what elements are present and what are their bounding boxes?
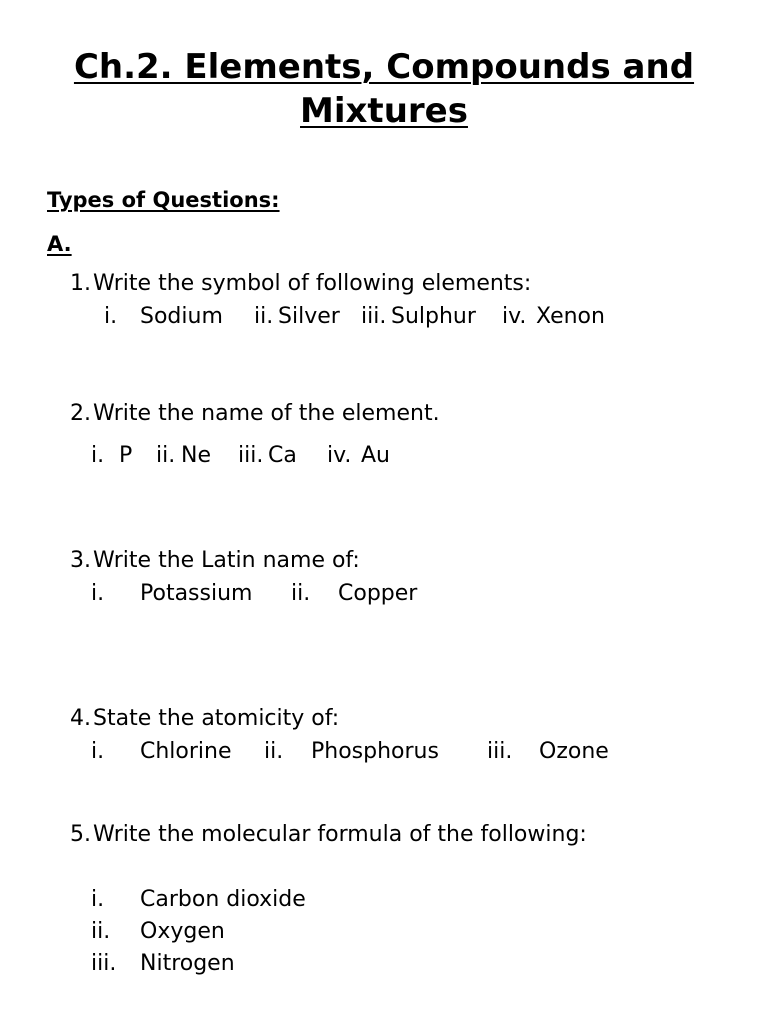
option-marker: iv. xyxy=(502,304,527,329)
option-text: Ca xyxy=(268,443,297,468)
option-text: Oxygen xyxy=(140,919,225,944)
page-title-line-1: Ch.2. Elements, Compounds and xyxy=(73,47,695,87)
option-text: P xyxy=(119,443,133,468)
page-title-line-2: Mixtures xyxy=(300,91,468,131)
option-text: Carbon dioxide xyxy=(140,887,306,912)
option-text: Sulphur xyxy=(391,304,476,329)
option-text: Silver xyxy=(278,304,340,329)
option-text: Phosphorus xyxy=(311,739,439,764)
option-marker: ii. xyxy=(291,581,311,606)
option-marker: iii. xyxy=(361,304,387,329)
option-text: Au xyxy=(361,443,390,468)
option-text: Xenon xyxy=(536,304,605,329)
option-text: Sodium xyxy=(140,304,223,329)
option-text: Ne xyxy=(181,443,211,468)
option-marker: i. xyxy=(91,887,105,912)
option-marker: i. xyxy=(91,443,105,468)
question-text: State the atomicity of: xyxy=(93,706,340,731)
option-marker: i. xyxy=(104,304,118,329)
question-number: 4. xyxy=(70,706,91,731)
option-marker: ii. xyxy=(254,304,274,329)
option-marker: iv. xyxy=(327,443,352,468)
types-of-questions-heading: Types of Questions: xyxy=(47,188,280,212)
option-marker: ii. xyxy=(264,739,284,764)
option-text: Chlorine xyxy=(140,739,232,764)
question-text: Write the Latin name of: xyxy=(93,548,360,573)
option-marker: iii. xyxy=(487,739,513,764)
option-marker: ii. xyxy=(91,919,111,944)
option-marker: i. xyxy=(91,739,105,764)
question-text: Write the molecular formula of the following: xyxy=(93,822,587,847)
question-text: Write the name of the element. xyxy=(93,401,440,426)
option-marker: iii. xyxy=(238,443,264,468)
question-number: 1. xyxy=(70,271,91,296)
question-number: 3. xyxy=(70,548,91,573)
option-marker: ii. xyxy=(156,443,176,468)
option-text: Ozone xyxy=(539,739,609,764)
option-marker: i. xyxy=(91,581,105,606)
section-a-label: A. xyxy=(47,232,72,256)
option-text: Potassium xyxy=(140,581,253,606)
question-number: 2. xyxy=(70,401,91,426)
option-marker: iii. xyxy=(91,951,117,976)
option-text: Nitrogen xyxy=(140,951,235,976)
question-number: 5. xyxy=(70,822,91,847)
question-text: Write the symbol of following elements: xyxy=(93,271,532,296)
option-text: Copper xyxy=(338,581,418,606)
